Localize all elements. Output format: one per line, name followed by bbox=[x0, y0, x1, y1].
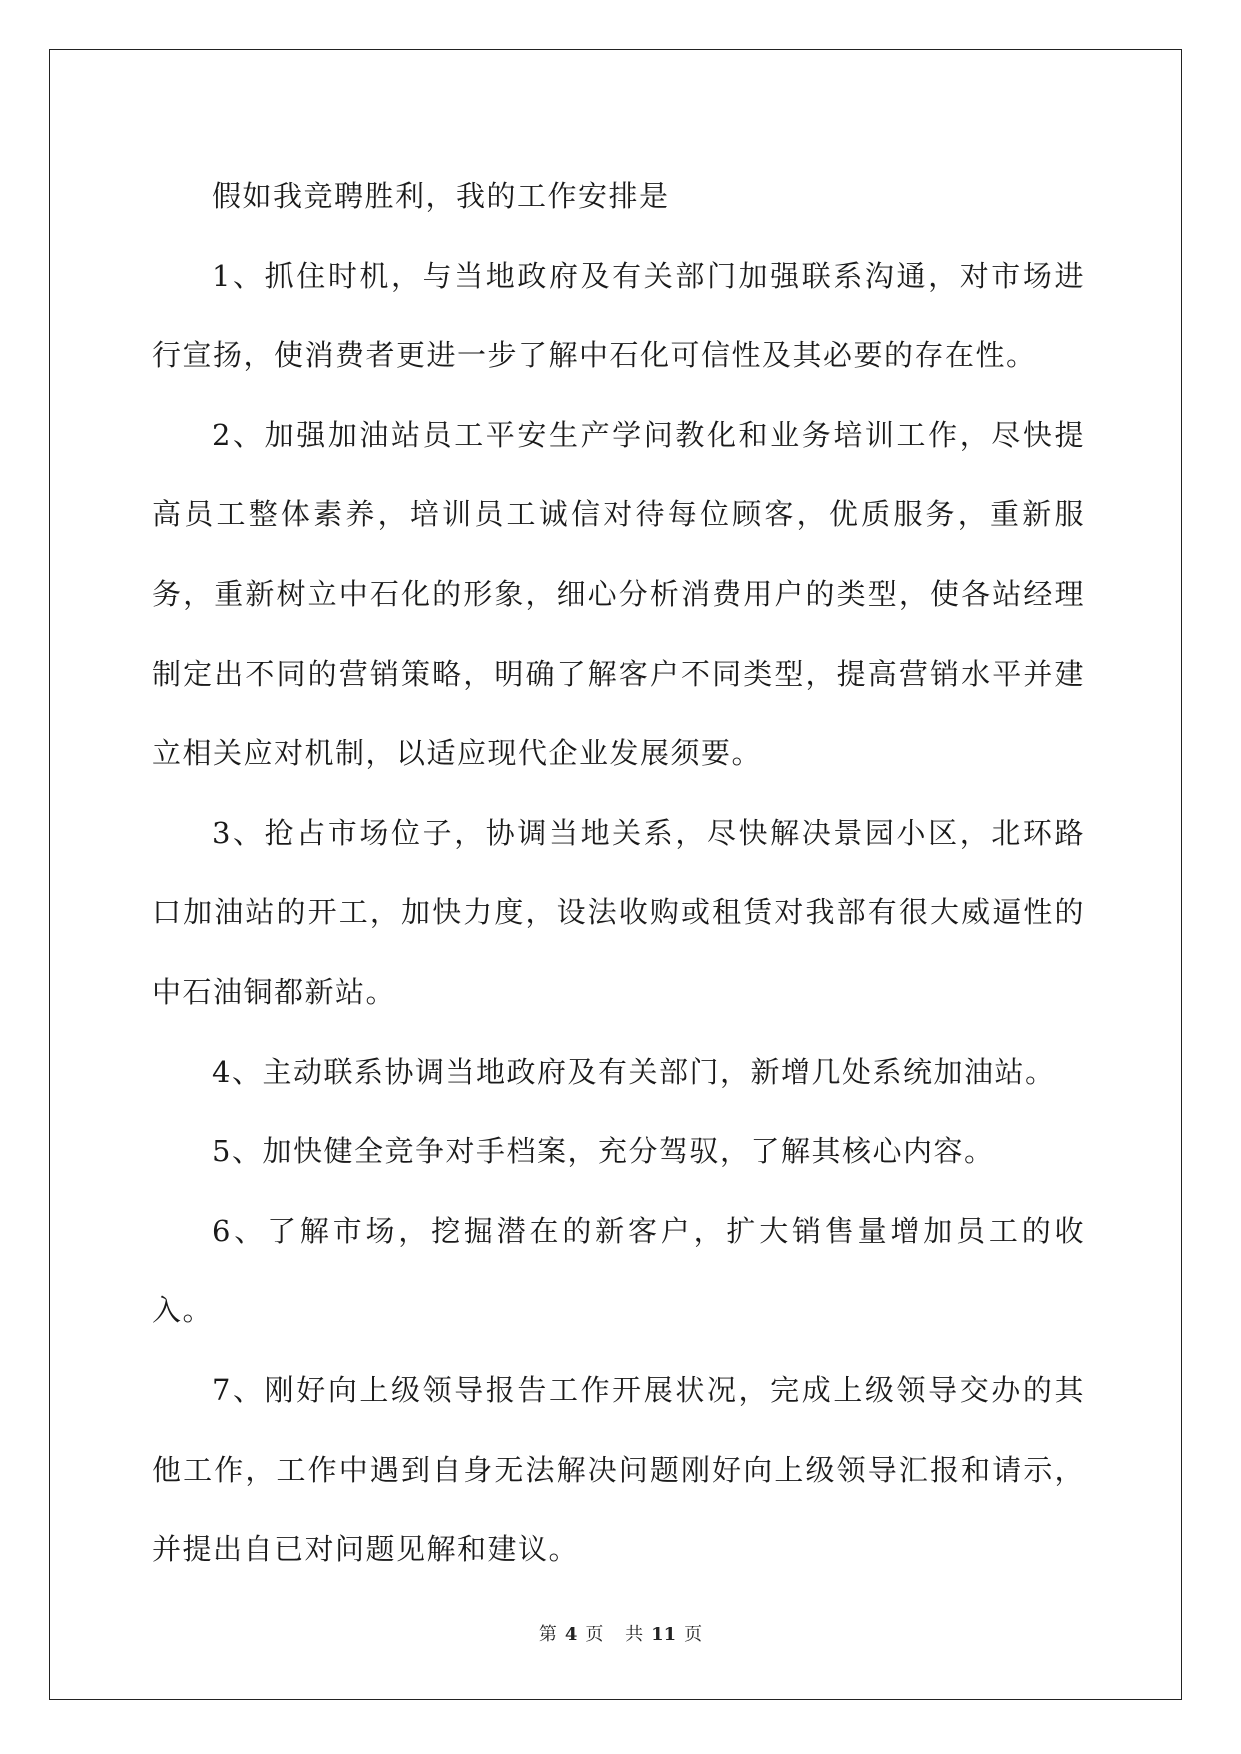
paragraph-item-2: 2、加强加油站员工平安生产学问教化和业务培训工作，尽快提高员工整体素养，培训员工诚信对待每位顾客，优质服务，重新服务，重新树立中石化的形象，细心分析消费用户的类型，使各站经理制定出不同的营销策略，明确了解客户不同类型，提高营销水平并建立相关应对机制，以适应现代企业发展须要。 bbox=[152, 417, 1085, 771]
document-body bbox=[152, 157, 1085, 1590]
paragraph-item-7: 7、刚好向上级领导报告工作开展状况，完成上级领导交办的其他工作，工作中遇到自身无法解决问题刚好向上级领导汇报和请示，并提出自已对问题见解和建议。 bbox=[152, 1372, 1085, 1567]
paragraph-item-1: 1、抓住时机，与当地政府及有关部门加强联系沟通，对市场进行宣扬，使消费者更进一步了解中石化可信性及其必要的存在性。 bbox=[152, 258, 1085, 373]
paragraph-item-4: 4、主动联系协调当地政府及有关部门，新增几处系统加油站。 bbox=[212, 1054, 1056, 1089]
paragraph-item-3: 3、抢占市场位子，协调当地关系，尽快解决景园小区，北环路口加油站的开工，加快力度，设法收购或租赁对我部有很大威逼性的中石油铜都新站。 bbox=[152, 815, 1085, 1009]
page-number bbox=[535, 1624, 608, 1645]
paragraph-intro: 假如我竞聘胜利，我的工作安排是 bbox=[212, 179, 670, 213]
total-pages: 11 bbox=[651, 1624, 677, 1645]
page-footer bbox=[0, 1620, 1241, 1646]
paragraph-item-6: 6、了解市场，挖掘潜在的新客户，扩大销售量增加员工的收入。 bbox=[152, 1213, 1085, 1328]
current-page: 4 bbox=[564, 1624, 578, 1645]
total-suffix: 页 bbox=[684, 1624, 703, 1645]
page-suffix: 页 bbox=[585, 1624, 604, 1645]
total-prefix: 共 bbox=[625, 1624, 644, 1645]
paragraph-item-5: 5、加快健全竞争对手档案，充分驾驭，了解其核心内容。 bbox=[212, 1134, 995, 1169]
page-prefix: 第 bbox=[538, 1624, 557, 1645]
page-total bbox=[621, 1624, 706, 1645]
